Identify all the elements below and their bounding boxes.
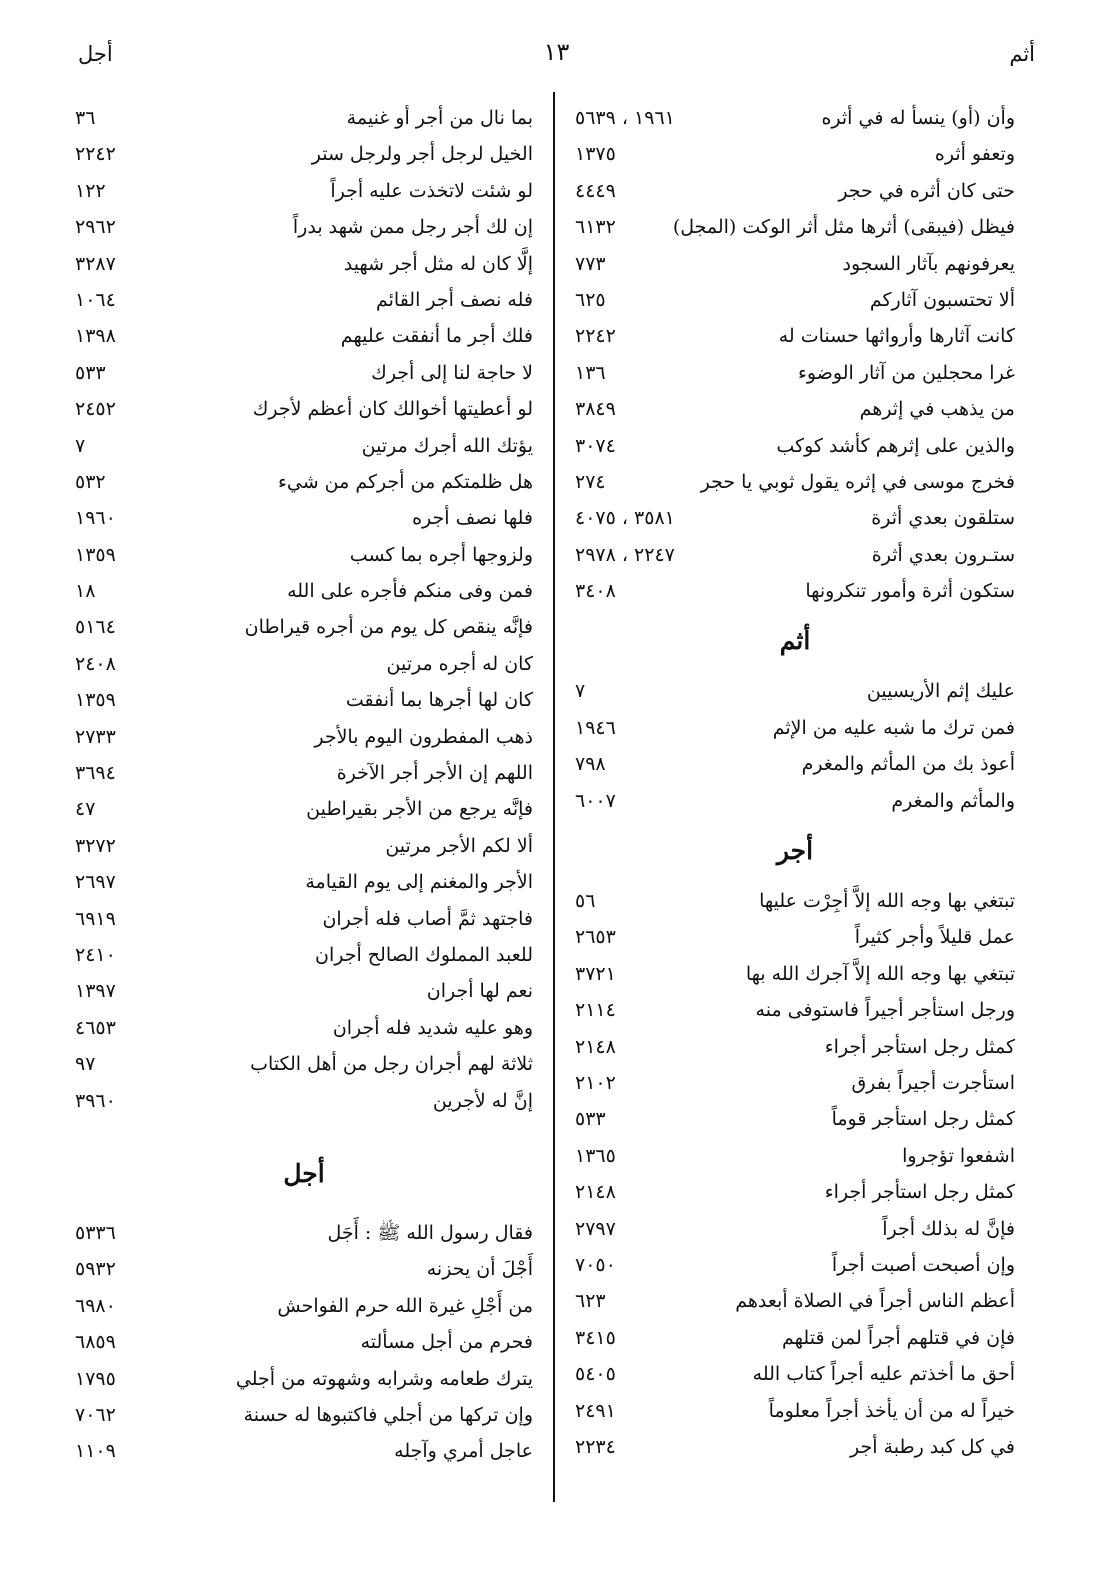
index-entry [75, 1251, 533, 1287]
entry-text: كمثل رجل استأجر أجراء [824, 1181, 1015, 1204]
entry-reference-number: ٧٩٨ [575, 753, 606, 776]
entry-reference-number: ٣٤٠٨ [575, 580, 616, 603]
index-entry [575, 1283, 1015, 1319]
entry-reference-number: ٦٩٨٠ [75, 1294, 116, 1317]
entry-text: أعظم الناس أجراً في الصلاة أبعدهم [735, 1290, 1015, 1313]
index-entry [75, 901, 533, 937]
entry-reference-number: ٣٤١٥ [575, 1326, 616, 1349]
index-entry [575, 1393, 1015, 1429]
entry-text: اللهم إن الأجر أجر الآخرة [336, 762, 533, 785]
entry-text: فقال رسول الله ﷺ : أَجَل [327, 1221, 533, 1244]
right-column [575, 100, 1015, 1465]
entry-text: كمثل رجل استأجر قوماً [831, 1108, 1015, 1131]
header-right-word: أثم [1009, 42, 1035, 66]
right-column-entries-mid [575, 673, 1015, 819]
index-entry [575, 1065, 1015, 1101]
entry-reference-number: ١٩٤٦ [575, 716, 616, 739]
entry-reference-number: ٦٢٣ [575, 1290, 606, 1313]
index-entry [575, 464, 1015, 500]
index-entry [575, 1211, 1015, 1247]
entry-text: فمن ترك ما شبه عليه من الإثم [772, 716, 1015, 739]
index-entry [75, 1215, 533, 1251]
index-entry [575, 992, 1015, 1028]
index-entry [575, 1101, 1015, 1137]
index-entry [75, 937, 533, 973]
index-entry [75, 500, 533, 536]
right-column-entries-top [575, 100, 1015, 609]
index-entry [75, 355, 533, 391]
index-entry [75, 246, 533, 282]
entry-reference-number: ٥٣٢ [75, 470, 106, 493]
index-entry [75, 1288, 533, 1324]
index-entry [575, 246, 1015, 282]
entry-text: وهو عليه شديد فله أجران [332, 1016, 533, 1039]
entry-reference-number: ١٩٦٠ [75, 507, 116, 530]
entry-text: هل ظلمتكم من أجركم من شيء [277, 470, 533, 493]
entry-reference-number: ٦٨٥٩ [75, 1331, 116, 1354]
entry-reference-number: ٢٦٩٧ [75, 871, 116, 894]
entry-text: ألا تحتسبون آثاركم [869, 288, 1015, 311]
entry-text: من يذهب في إثرهم [859, 398, 1015, 421]
entry-reference-number: ٥١٦٤ [75, 616, 116, 639]
entry-text: ستلقون بعدي أثرة [871, 507, 1015, 530]
index-entry [575, 209, 1015, 245]
entry-reference-number: ١٠٦٤ [75, 288, 116, 311]
index-entry [75, 791, 533, 827]
index-entry [75, 682, 533, 718]
section-heading-athim: أثم [779, 626, 811, 656]
entry-reference-number: ٥٣٣ [75, 361, 106, 384]
index-entry [575, 1029, 1015, 1065]
index-entry [575, 100, 1015, 136]
entry-reference-number: ٧٧٣ [575, 252, 606, 275]
entry-reference-number: ٢٦٥٣ [575, 926, 616, 949]
index-entry [575, 355, 1015, 391]
entry-text: أعوذ بك من المأثم والمغرم [801, 753, 1015, 776]
index-entry [75, 428, 533, 464]
entry-text: أَجْلَ أن يحزنه [426, 1258, 533, 1281]
entry-reference-number: ١٣٦٥ [575, 1144, 616, 1167]
entry-text: كان لها أجرها بما أنفقت [345, 689, 533, 712]
entry-text: وإن أصبحت أصبت أجراً [831, 1253, 1015, 1276]
entry-text: يترك طعامه وشرابه وشهوته من أجلي [235, 1367, 533, 1390]
right-column-entries-bottom [575, 883, 1015, 1465]
entry-text: فإنَّ له بذلك أجراً [882, 1217, 1015, 1240]
entry-reference-number: ٦١٣٢ [575, 216, 616, 239]
entry-text: والذين على إثرهم كأشد كوكب [776, 434, 1015, 457]
index-entry [75, 100, 533, 136]
index-entry [575, 673, 1015, 709]
entry-reference-number: ١٣٩٧ [75, 980, 116, 1003]
entry-text: ثلاثة لهم أجران رجل من أهل الكتاب [250, 1053, 533, 1076]
entry-text: فإنَّه يرجع من الأجر بقيراطين [306, 798, 533, 821]
entry-text: فلها نصف أجره [412, 507, 533, 530]
entry-text: اشفعوا تؤجروا [902, 1144, 1015, 1167]
index-entry [75, 318, 533, 354]
index-entry [575, 1174, 1015, 1210]
section-heading-ajal: أجل [283, 1158, 325, 1188]
entry-reference-number: ١٣٥٩ [75, 543, 116, 566]
entry-reference-number: ٥٩٣٢ [75, 1258, 116, 1281]
entry-reference-number: ٣٢٧٢ [75, 834, 116, 857]
index-entry [75, 282, 533, 318]
entry-text: وأن (أو) ينسأ له في أثره [821, 107, 1015, 129]
entry-text: ولزوجها أجره بما كسب [349, 543, 533, 566]
entry-text: لو أعطيتها أخوالك كان أعظم لأجرك [252, 398, 533, 421]
entry-reference-number: ٩٧ [75, 1053, 96, 1076]
index-entry [575, 710, 1015, 746]
entry-text: إن لك أجر رجل ممن شهد بدراً [292, 216, 533, 239]
entry-text: من أَجْلِ غيرة الله حرم الفواحش [277, 1294, 533, 1317]
index-entry [575, 1320, 1015, 1356]
entry-text: إلَّا كان له مثل أجر شهيد [343, 252, 533, 275]
index-entry [75, 1010, 533, 1046]
entry-reference-number: ٣٦٩٤ [75, 762, 116, 785]
index-entry [575, 428, 1015, 464]
entry-reference-number: ٣٢٨٧ [75, 252, 116, 275]
index-entry [575, 783, 1015, 819]
entry-text: غرا محجلين من آثار الوضوء [798, 361, 1015, 384]
entry-text: حتى كان أثره في حجر [838, 179, 1015, 202]
entry-reference-number: ١٨ [75, 580, 96, 603]
entry-text: فحرم من أجل مسألته [360, 1331, 533, 1354]
entry-reference-number: ٢٢٤٢ [75, 143, 116, 166]
entry-text: عليك إثم الأريسيين [866, 680, 1015, 703]
entry-text: ألا لكم الأجر مرتين [385, 834, 533, 857]
entry-reference-number: ١٢٢ [75, 179, 106, 202]
entry-text: الأجر والمغنم إلى يوم القيامة [305, 871, 533, 894]
entry-reference-number: ٧٠٦٢ [75, 1403, 116, 1426]
index-entry [75, 1361, 533, 1397]
entry-text: تبتغي بها وجه الله إلاَّ آجرك الله بها [745, 962, 1015, 985]
index-entry [575, 500, 1015, 536]
entry-reference-number: ٢١٠٢ [575, 1071, 616, 1094]
entry-reference-number: ٤٦٥٣ [75, 1016, 116, 1039]
entry-reference-number: ٢٢٤٧ ، ٢٩٧٨ [575, 543, 675, 566]
entry-text: أحق ما أخذتم عليه أجراً كتاب الله [752, 1363, 1015, 1386]
entry-reference-number: ٥٣٣ [575, 1108, 606, 1131]
entry-reference-number: ٣٦ [75, 107, 96, 129]
entry-text: فإن في قتلهم أجراً لمن قتلهم [782, 1326, 1015, 1349]
index-entry [75, 209, 533, 245]
entry-text: كان له أجره مرتين [386, 652, 533, 675]
index-entry [75, 173, 533, 209]
index-entry [75, 1083, 533, 1119]
index-entry [575, 537, 1015, 573]
entry-reference-number: ٤٤٤٩ [575, 179, 616, 202]
entry-reference-number: ٧ [75, 434, 86, 457]
index-entry [575, 1429, 1015, 1465]
entry-text: إنَّ له لأجرين [432, 1089, 533, 1112]
entry-text: فلك أجر ما أنفقت عليهم [340, 325, 533, 348]
index-entry [75, 609, 533, 645]
index-entry [75, 1324, 533, 1360]
entry-text: فإنَّه ينقص كل يوم من أجره قيراطان [244, 616, 533, 639]
entry-reference-number: ٢٧٣٣ [75, 725, 116, 748]
column-divider [553, 92, 555, 1502]
entry-text: عمل قليلاً وأجر كثيراً [854, 926, 1015, 949]
entry-reference-number: ٢٢٤٢ [575, 325, 616, 348]
index-entry [575, 919, 1015, 955]
index-entry [575, 883, 1015, 919]
entry-text: نعم لها أجران [426, 980, 533, 1003]
index-entry [75, 537, 533, 573]
entry-text: للعبد المملوك الصالح أجران [315, 943, 533, 966]
entry-text: وتعفو أثره [934, 143, 1015, 166]
index-entry [75, 464, 533, 500]
entry-text: فخرج موسى في إثره يقول ثوبي يا حجر [700, 470, 1015, 493]
entry-reference-number: ٢٢٣٤ [575, 1435, 616, 1458]
index-entry [575, 573, 1015, 609]
entry-reference-number: ٣٠٧٤ [575, 434, 616, 457]
entry-reference-number: ١٣٥٩ [75, 689, 116, 712]
index-entry [575, 136, 1015, 172]
entry-reference-number: ٦٢٥ [575, 288, 606, 311]
entry-text: خيراً له من أن يأخذ أجراً معلوماً [768, 1399, 1015, 1422]
entry-reference-number: ٢٤١٠ [75, 943, 116, 966]
index-entry [575, 1138, 1015, 1174]
entry-text: بما نال من أجر أو غنيمة [346, 107, 533, 129]
entry-reference-number: ١٩٦١ ، ٥٦٣٩ [575, 107, 675, 129]
index-entry [75, 646, 533, 682]
entry-reference-number: ٧٠٥٠ [575, 1253, 616, 1276]
entry-text: والمأثم والمغرم [891, 789, 1015, 812]
entry-reference-number: ٣٥٨١ ، ٤٠٧٥ [575, 507, 675, 530]
entry-reference-number: ٣٩٦٠ [75, 1089, 116, 1112]
index-entry [75, 828, 533, 864]
entry-reference-number: ٥٤٠٥ [575, 1363, 616, 1386]
entry-reference-number: ١٣٩٨ [75, 325, 116, 348]
entry-reference-number: ٥٦ [575, 890, 596, 913]
entry-text: يؤتك الله أجرك مرتين [361, 434, 533, 457]
entry-text: في كل كبد رطبة أجر [850, 1435, 1015, 1458]
entry-text: استأجرت أجيراً بفرق [851, 1071, 1015, 1094]
entry-text: يعرفونهم بآثار السجود [842, 252, 1015, 275]
index-entry [575, 956, 1015, 992]
index-entry [575, 173, 1015, 209]
index-entry [75, 391, 533, 427]
entry-text: وإن تركها من أجلي فاكتبوها له حسنة [243, 1403, 533, 1426]
entry-reference-number: ٢٤٥٢ [75, 398, 116, 421]
index-entry [75, 1046, 533, 1082]
entry-text: كمثل رجل استأجر أجراء [824, 1035, 1015, 1058]
index-entry [75, 755, 533, 791]
index-entry [75, 973, 533, 1009]
entry-reference-number: ٢١٤٨ [575, 1181, 616, 1204]
left-column [75, 100, 533, 1470]
index-entry [575, 746, 1015, 782]
entry-text: ستكون أثرة وأمور تنكرونها [805, 580, 1015, 603]
entry-reference-number: ٥٣٣٦ [75, 1221, 116, 1244]
entry-text: ذهب المفطرون اليوم بالأجر [314, 725, 533, 748]
entry-reference-number: ٤٧ [75, 798, 96, 821]
section-heading-ajr: أجر [776, 836, 814, 866]
index-entry [75, 719, 533, 755]
entry-text: تبتغي بها وجه الله إلاَّ أجِرْت عليها [759, 890, 1015, 913]
index-entry [575, 282, 1015, 318]
entry-reference-number: ٢٧٤ [575, 470, 606, 493]
entry-text: كانت آثارها وأرواثها حسنات له [778, 325, 1015, 348]
entry-reference-number: ٦٩١٩ [75, 907, 116, 930]
entry-reference-number: ٢٤٩١ [575, 1399, 616, 1422]
index-entry [575, 318, 1015, 354]
index-entry [575, 391, 1015, 427]
entry-text: فله نصف أجر القائم [375, 288, 533, 311]
entry-text: لا حاجة لنا إلى أجرك [371, 361, 533, 384]
entry-reference-number: ٣٧٢١ [575, 962, 616, 985]
index-entry [75, 1433, 533, 1469]
entry-reference-number: ٢٤٠٨ [75, 652, 116, 675]
index-entry [575, 1356, 1015, 1392]
entry-reference-number: ١٧٩٥ [75, 1367, 116, 1390]
entry-text: فاجتهد ثمَّ أصاب فله أجران [322, 907, 533, 930]
entry-reference-number: ٣٨٤٩ [575, 398, 616, 421]
entry-reference-number: ٢٩٦٢ [75, 216, 116, 239]
entry-text: ستـرون بعدي أثرة [871, 543, 1015, 566]
entry-text: عاجل أمري وآجله [394, 1440, 533, 1463]
entry-reference-number: ٢١١٤ [575, 999, 616, 1022]
entry-reference-number: ٧ [575, 680, 586, 703]
left-column-entries-top [75, 100, 533, 1119]
entry-text: فيظل (فيبقى) أثرها مثل أثر الوكت (المجل) [672, 216, 1015, 239]
entry-text: ورجل استأجر أجيراً فاستوفى منه [755, 999, 1015, 1022]
index-entry [575, 1247, 1015, 1283]
index-entry [75, 864, 533, 900]
index-entry [75, 573, 533, 609]
entry-text: لو شئت لاتخذت عليه أجراً [330, 179, 533, 202]
entry-reference-number: ٦٠٠٧ [575, 789, 616, 812]
entry-reference-number: ١٣٧٥ [575, 143, 616, 166]
index-entry [75, 1397, 533, 1433]
entry-reference-number: ١٣٦ [575, 361, 606, 384]
entry-text: الخيل لرجل أجر ولرجل ستر [311, 143, 533, 166]
entry-reference-number: ١١٠٩ [75, 1440, 116, 1463]
header-left-word: أجل [78, 42, 113, 66]
index-entry [75, 136, 533, 172]
page-number: ١٣ [543, 38, 570, 66]
page-header [78, 38, 1035, 82]
entry-text: فمن وفى منكم فأجره على الله [287, 580, 533, 603]
entry-reference-number: ٢٧٩٧ [575, 1217, 616, 1240]
left-column-entries-bottom [75, 1215, 533, 1470]
entry-reference-number: ٢١٤٨ [575, 1035, 616, 1058]
